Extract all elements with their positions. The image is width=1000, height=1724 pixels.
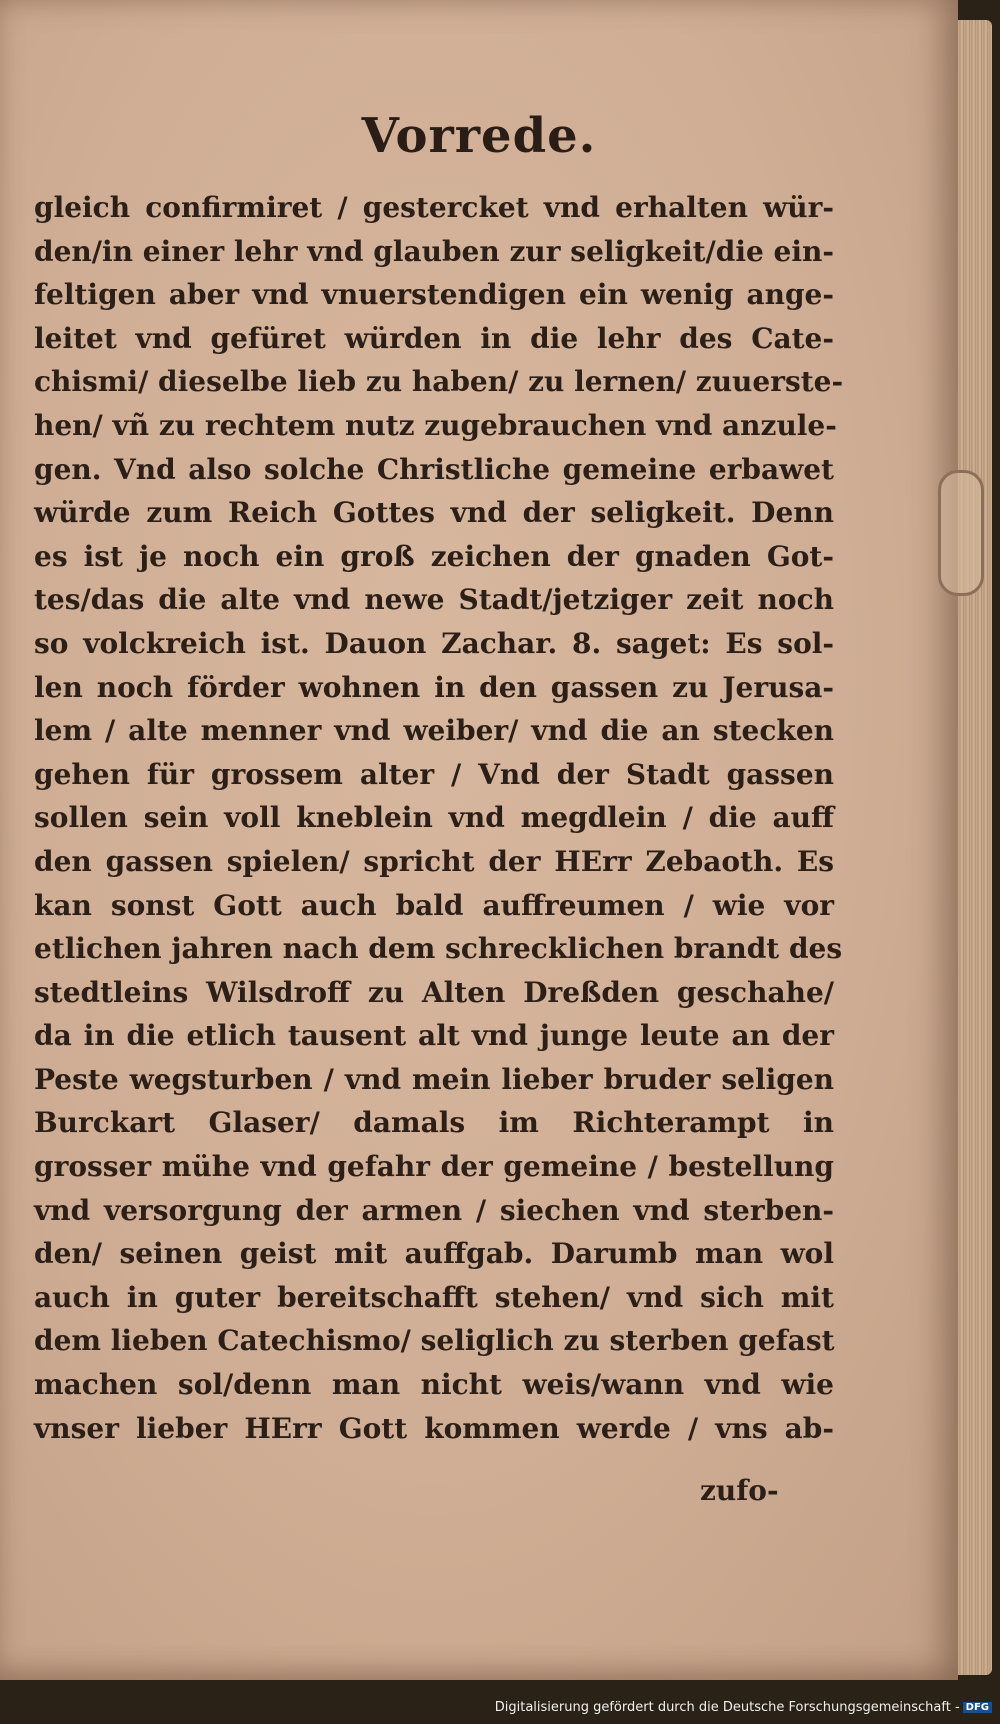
text-line: den gassen spielen/ spricht der HErr Zebaoth. Es (34, 844, 834, 878)
text-line: sollen sein voll kneblein vnd megdlein / die auff (34, 801, 834, 835)
text-line: gehen für grossem alter / Vnd der Stadt gassen (34, 757, 834, 791)
body-text (34, 186, 844, 1450)
text-line: so volckreich ist. Dauon Zachar. 8. saget: Es sol- (34, 626, 834, 660)
text-line: Burckart Glaser/ damals im Richterampt in (34, 1106, 834, 1140)
footer-credit (495, 1700, 992, 1715)
text-line: gen. Vnd also solche Christliche gemeine erbawet (34, 452, 834, 486)
text-line: etlichen jahren nach dem schrecklichen brandt des (34, 932, 843, 966)
catchword: zufo- (700, 1474, 779, 1507)
text-line: auch in guter bereitschafft stehen/ vnd sich mit (34, 1280, 834, 1314)
text-line: hen/ vñ zu rechtem nutz zugebrauchen vnd anzule- (34, 408, 837, 442)
text-line: es ist je noch ein groß zeichen der gnaden Got- (34, 539, 834, 573)
page-header: Vorrede. (361, 108, 597, 164)
text-line: vnd versorgung der armen / siechen vnd sterben- (34, 1193, 834, 1227)
text-line: len noch förder wohnen in den gassen zu Jerusa- (34, 670, 834, 704)
text-line: gleich confirmiret / gestercket vnd erhalten wür- (34, 191, 834, 224)
text-line: grosser mühe vnd gefahr der gemeine / bestellung (34, 1150, 834, 1184)
text-line: tes/das die alte vnd newe Stadt/jetziger zeit noch (34, 583, 834, 617)
text-line: kan sonst Gott auch bald auffreumen / wie vor (34, 888, 834, 922)
text-line: den/ seinen geist mit auffgab. Darumb man wol (34, 1237, 834, 1271)
text-line: vnser lieber HErr Gott kommen werde / vns ab- (34, 1411, 834, 1445)
text-line: stedtleins Wilsdroff zu Alten Dreßden geschahe/ (34, 975, 834, 1009)
book-clasp (938, 470, 984, 596)
dfg-logo: DFG (963, 1702, 992, 1713)
text-line: feltigen aber vnd vnuerstendigen ein wenig ange- (34, 278, 834, 312)
text-line: lem / alte menner vnd weiber/ vnd die an stecken (34, 714, 834, 748)
text-line: machen sol/denn man nicht weis/wann vnd wie (34, 1368, 834, 1402)
text-line: Peste wegsturben / vnd mein lieber bruder seligen (34, 1062, 834, 1096)
text-line: leitet vnd gefüret würden in die lehr des Cate- (34, 321, 834, 355)
text-line: da in die etlich tausent alt vnd junge leute an der (34, 1019, 834, 1053)
text-line: dem lieben Catechismo/ seliglich zu sterben gefast (34, 1324, 835, 1358)
page-edges (958, 20, 992, 1675)
text-line: würde zum Reich Gottes vnd der seligkeit. Denn (34, 496, 834, 530)
footer-credit-text: Digitalisierung gefördert durch die Deutsche Forschungsgemeinschaft - (494, 1700, 960, 1715)
text-line: chismi/ dieselbe lieb zu haben/ zu lernen/ zuuerste- (34, 365, 844, 399)
text-line: den/in einer lehr vnd glauben zur seligkeit/die ein- (34, 234, 834, 268)
